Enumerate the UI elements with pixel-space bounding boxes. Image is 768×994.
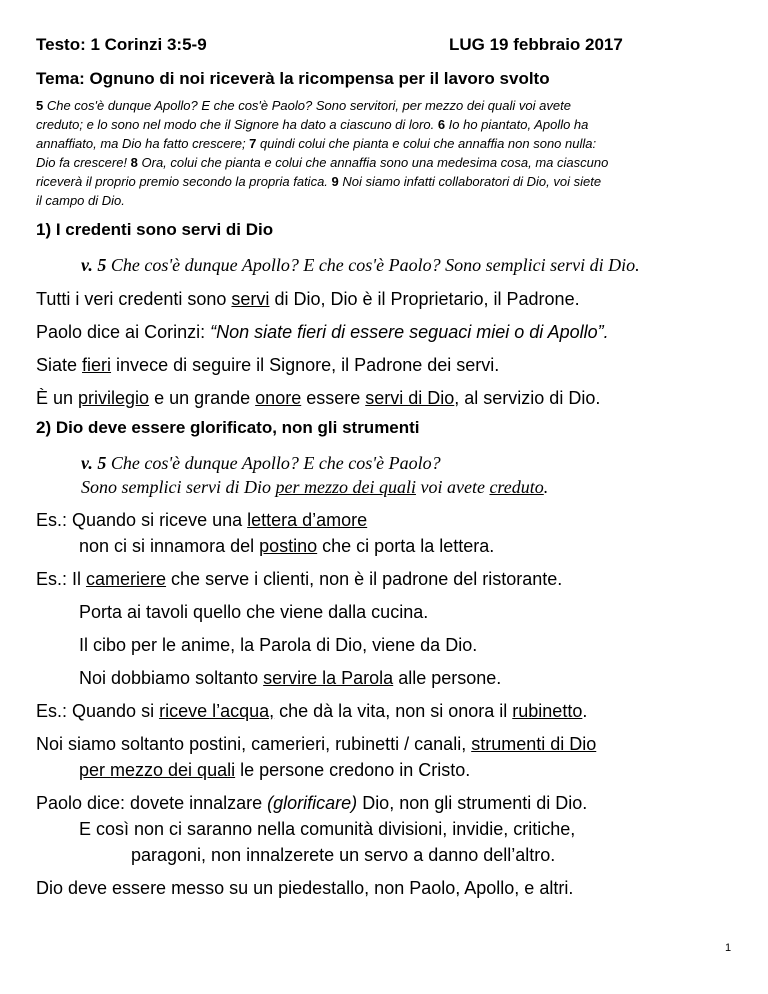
verse-number: 7	[249, 136, 257, 151]
verse-ref: v. 5	[81, 453, 107, 473]
passage-text: Ora, colui che pianta e colui che annaffia sono una medesima cosa, ma ciascuno	[137, 155, 609, 170]
example: Es.: Il cameriere che serve i clienti, non è il padrone del ristorante.	[36, 569, 563, 589]
paragraph: E così non ci saranno nella comunità divisioni, invidie, critiche,	[79, 819, 576, 839]
verse-text: Che cos'è dunque Apollo? E che cos'è Paolo? Sono semplici servi di Dio.	[106, 255, 640, 275]
paragraph: Paolo dice ai Corinzi: “Non siate fieri di essere seguaci miei o di Apollo”.	[36, 322, 609, 342]
italic-text: (glorificare)	[267, 793, 358, 813]
passage-text: annaffiato, ma Dio ha fatto crescere;	[36, 136, 250, 151]
passage-line	[36, 136, 596, 151]
passage-text: Noi siamo infatti collaboratori di Dio, voi siete	[338, 174, 602, 189]
underlined-text: servire la Parola	[263, 668, 394, 688]
paragraph: È un privilegio e un grande onore essere servi di Dio, al servizio di Dio.	[36, 388, 601, 408]
underlined-text: cameriere	[86, 569, 167, 589]
verse-ref: v. 5	[81, 255, 107, 275]
paragraph: paragoni, non innalzerete un servo a danno dell’altro.	[131, 845, 556, 865]
underlined-text: per mezzo dei quali	[275, 477, 416, 497]
underlined-text: servi di Dio	[365, 388, 455, 408]
paragraph: Dio deve essere messo su un piedestallo, non Paolo, Apollo, e altri.	[36, 878, 574, 898]
underlined-text: postino	[259, 536, 318, 556]
passage-text: il campo di Dio.	[36, 193, 125, 208]
verse-number: 5	[36, 98, 44, 113]
paragraph: Paolo dice: dovete innalzare (glorificare) Dio, non gli strumenti di Dio.	[36, 793, 588, 813]
verse-quote	[81, 255, 640, 276]
paragraph: Siate fieri invece di seguire il Signore, il Padrone dei servi.	[36, 355, 500, 375]
underlined-text: riceve l’acqua,	[159, 701, 275, 721]
example: non ci si innamora del postino che ci porta la lettera.	[79, 536, 495, 556]
verse-number: 8	[130, 155, 138, 170]
passage-line	[36, 193, 125, 208]
date: LUG 19 febbraio 2017	[449, 35, 623, 54]
passage-text: quindi colui che pianta e colui che annaffia non sono nulla:	[256, 136, 597, 151]
example: Il cibo per le anime, la Parola di Dio, viene da Dio.	[79, 635, 478, 655]
verse-quote: Sono semplici servi di Dio per mezzo dei quali voi avete creduto.	[81, 477, 549, 497]
passage-line	[36, 174, 601, 189]
page-number: 1	[725, 942, 732, 954]
underlined-text: onore	[255, 388, 302, 408]
underlined-text: privilegio	[78, 388, 150, 408]
example: Noi dobbiamo soltanto servire la Parola alle persone.	[79, 668, 502, 688]
verse-text: Che cos'è dunque Apollo? E che cos'è Paolo?	[106, 453, 441, 473]
paragraph: Tutti i veri credenti sono servi di Dio, Dio è il Proprietario, il Padrone.	[36, 289, 580, 309]
underlined-text: lettera d’amore	[247, 510, 368, 530]
passage-line	[36, 155, 608, 170]
example: Porta ai tavoli quello che viene dalla cucina.	[79, 602, 429, 622]
theme-title: Tema: Ognuno di noi riceverà la ricompensa per il lavoro svolto	[36, 69, 550, 88]
underlined-text: servi	[231, 289, 270, 309]
passage-line	[36, 98, 571, 113]
passage-text: riceverà il proprio premio secondo la propria fatica.	[36, 174, 332, 189]
verse-number: 9	[331, 174, 339, 189]
underlined-text: rubinetto	[512, 701, 583, 721]
text-reference: Testo: 1 Corinzi 3:5-9	[36, 35, 207, 54]
section-2-heading: 2) Dio deve essere glorificato, non gli strumenti	[36, 418, 420, 437]
passage-text: Dio fa crescere!	[36, 155, 131, 170]
paragraph: per mezzo dei quali le persone credono in Cristo.	[79, 760, 471, 780]
example: Es.: Quando si riceve l’acqua, che dà la vita, non si onora il rubinetto.	[36, 701, 588, 721]
underlined-text: per mezzo dei quali	[79, 760, 236, 780]
section-1-heading: 1) I credenti sono servi di Dio	[36, 220, 274, 239]
underlined-text: fieri	[82, 355, 112, 375]
underlined-text: strumenti di Dio	[471, 734, 597, 754]
passage-text: Io ho piantato, Apollo ha	[445, 117, 589, 132]
verse-quote	[81, 453, 441, 474]
passage-line	[36, 117, 588, 132]
passage-text: creduto; e lo sono nel modo che il Signore ha dato a ciascuno di loro.	[36, 117, 438, 132]
italic-quote: “Non siate fieri di essere seguaci miei o di Apollo”.	[210, 322, 609, 342]
paragraph: Noi siamo soltanto postini, camerieri, rubinetti / canali, strumenti di Dio	[36, 734, 597, 754]
underlined-text: creduto	[489, 477, 544, 497]
example: Es.: Quando si riceve una lettera d’amore	[36, 510, 368, 530]
passage-text: Che cos'è dunque Apollo? E che cos'è Paolo? Sono servitori, per mezzo dei quali voi avete	[43, 98, 571, 113]
verse-number: 6	[437, 117, 446, 132]
